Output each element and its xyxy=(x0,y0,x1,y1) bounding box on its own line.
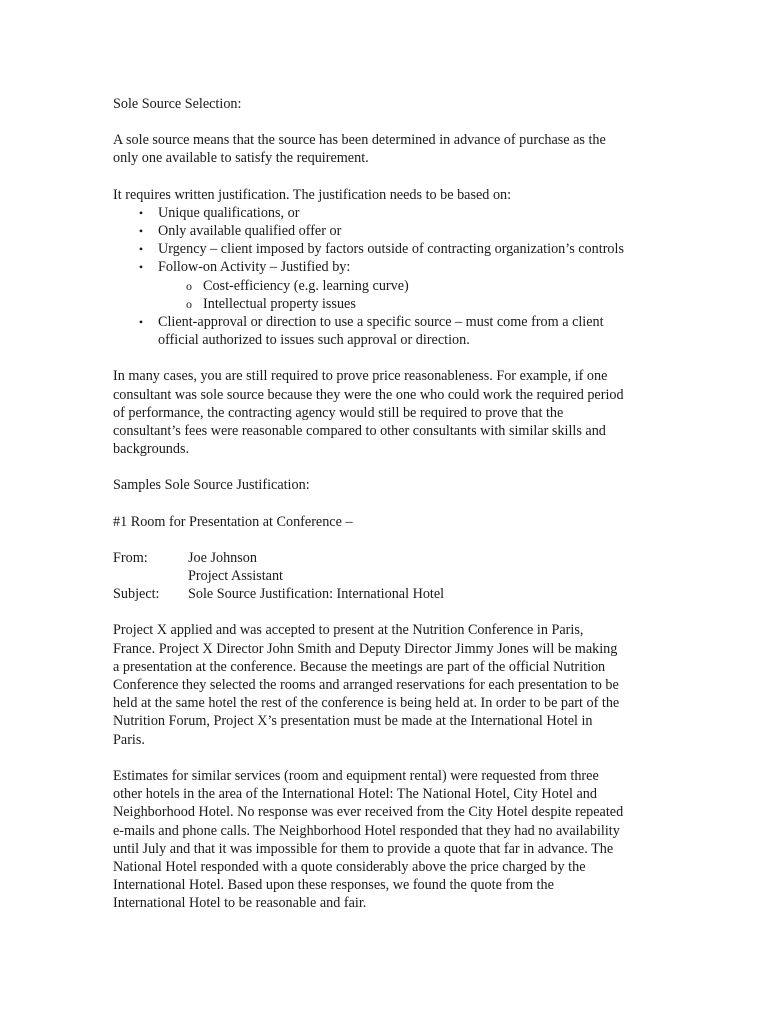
estimates-paragraph xyxy=(113,767,673,913)
memo-title-row xyxy=(113,567,673,585)
paragraph-line: consultant was sole source because they were the one who could work the required period xyxy=(113,386,624,403)
memo-subject-row xyxy=(113,585,673,603)
memo-header xyxy=(113,549,673,604)
section-heading: Sole Source Selection: xyxy=(113,96,242,112)
paragraph-line: held at the same hotel the rest of the conference is being held at. In order to be part of the xyxy=(113,695,620,712)
sub-bullet-icon: o xyxy=(186,296,192,311)
bullet-icon: • xyxy=(138,260,144,275)
paragraph-line: backgrounds. xyxy=(113,441,190,458)
definition-line: only one available to satisfy the requirement. xyxy=(113,150,369,167)
list-item-text: Urgency – client imposed by factors outside of contracting organization’s controls xyxy=(158,241,624,258)
sample-title: #1 Room for Presentation at Conference – xyxy=(113,513,353,530)
paragraph-line: National Hotel responded with a quote considerably above the price charged by the xyxy=(113,858,586,875)
paragraph-line: Conference they selected the rooms and arranged reservations for each presentation to be xyxy=(113,677,619,694)
definition-line: A sole source means that the source has been determined in advance of purchase as the xyxy=(113,132,606,149)
paragraph-line: Neighborhood Hotel. No response was ever received from the City Hotel despite repeated xyxy=(113,804,624,821)
sub-list-item xyxy=(113,277,673,295)
memo-subject-label: Subject: xyxy=(113,586,160,603)
list-item-text: Only available qualified offer or xyxy=(158,223,342,240)
list-item-text: Follow-on Activity – Justified by: xyxy=(158,259,351,276)
justification-list xyxy=(113,204,673,277)
memo-subject-value: Sole Source Justification: International Hotel xyxy=(188,586,445,603)
justification-list-continued xyxy=(113,313,673,349)
bullet-icon: • xyxy=(138,205,144,220)
paragraph-line: Nutrition Forum, Project X’s presentation must be made at the International Hotel in xyxy=(113,713,593,730)
paragraph-line: Paris. xyxy=(113,731,145,748)
samples-heading: Samples Sole Source Justification: xyxy=(113,477,310,494)
paragraph-line: until July and that it was impossible for them to provide a quote that far in advance. The xyxy=(113,840,614,857)
list-item xyxy=(113,313,673,349)
list-item xyxy=(113,204,673,222)
paragraph-line: International Hotel. Based upon these responses, we found the quote from the xyxy=(113,877,554,894)
paragraph-line: other hotels in the area of the International Hotel: The National Hotel, City Hotel and xyxy=(113,786,597,803)
paragraph-line: Estimates for similar services (room and equipment rental) were requested from three xyxy=(113,767,599,784)
reasonableness-paragraph xyxy=(113,367,673,458)
paragraph-line: a presentation at the conference. Because the meetings are part of the official Nutrition xyxy=(113,658,606,675)
sub-list-item xyxy=(113,295,673,313)
definition-paragraph xyxy=(113,131,673,167)
list-item-text: Client-approval or direction to use a specific source – must come from a client xyxy=(158,314,604,331)
document-page xyxy=(113,95,673,913)
list-item xyxy=(113,222,673,240)
bullet-icon: • xyxy=(138,224,144,239)
follow-on-sublist xyxy=(113,277,673,313)
list-item-text-continued: official authorized to issues such approval or direction. xyxy=(158,332,470,349)
requirement-intro: It requires written justification. The justification needs to be based on: xyxy=(113,186,512,203)
sub-list-item-text: Intellectual property issues xyxy=(203,295,356,312)
memo-from-row xyxy=(113,549,673,567)
list-item xyxy=(113,258,673,276)
bullet-icon: • xyxy=(138,315,144,330)
paragraph-line: Project X applied and was accepted to present at the Nutrition Conference in Paris, xyxy=(113,622,584,639)
list-item xyxy=(113,240,673,258)
bullet-icon: • xyxy=(138,242,144,257)
memo-from-label: From: xyxy=(113,549,148,566)
project-paragraph xyxy=(113,621,673,748)
list-item-text: Unique qualifications, or xyxy=(158,204,300,221)
memo-from-title: Project Assistant xyxy=(188,568,283,585)
paragraph-line: International Hotel to be reasonable and fair. xyxy=(113,895,367,912)
paragraph-line: of performance, the contracting agency would still be required to prove that the xyxy=(113,404,564,421)
sub-bullet-icon: o xyxy=(186,278,192,293)
paragraph-line: consultant’s fees were reasonable compared to other consultants with similar skills and xyxy=(113,423,606,440)
sub-list-item-text: Cost-efficiency (e.g. learning curve) xyxy=(203,277,409,294)
memo-from-name: Joe Johnson xyxy=(188,549,257,566)
paragraph-line: France. Project X Director John Smith and Deputy Director Jimmy Jones will be making xyxy=(113,640,618,657)
paragraph-line: In many cases, you are still required to prove price reasonableness. For example, if one xyxy=(113,368,608,385)
paragraph-line: e-mails and phone calls. The Neighborhood Hotel responded that they had no availability xyxy=(113,822,620,839)
